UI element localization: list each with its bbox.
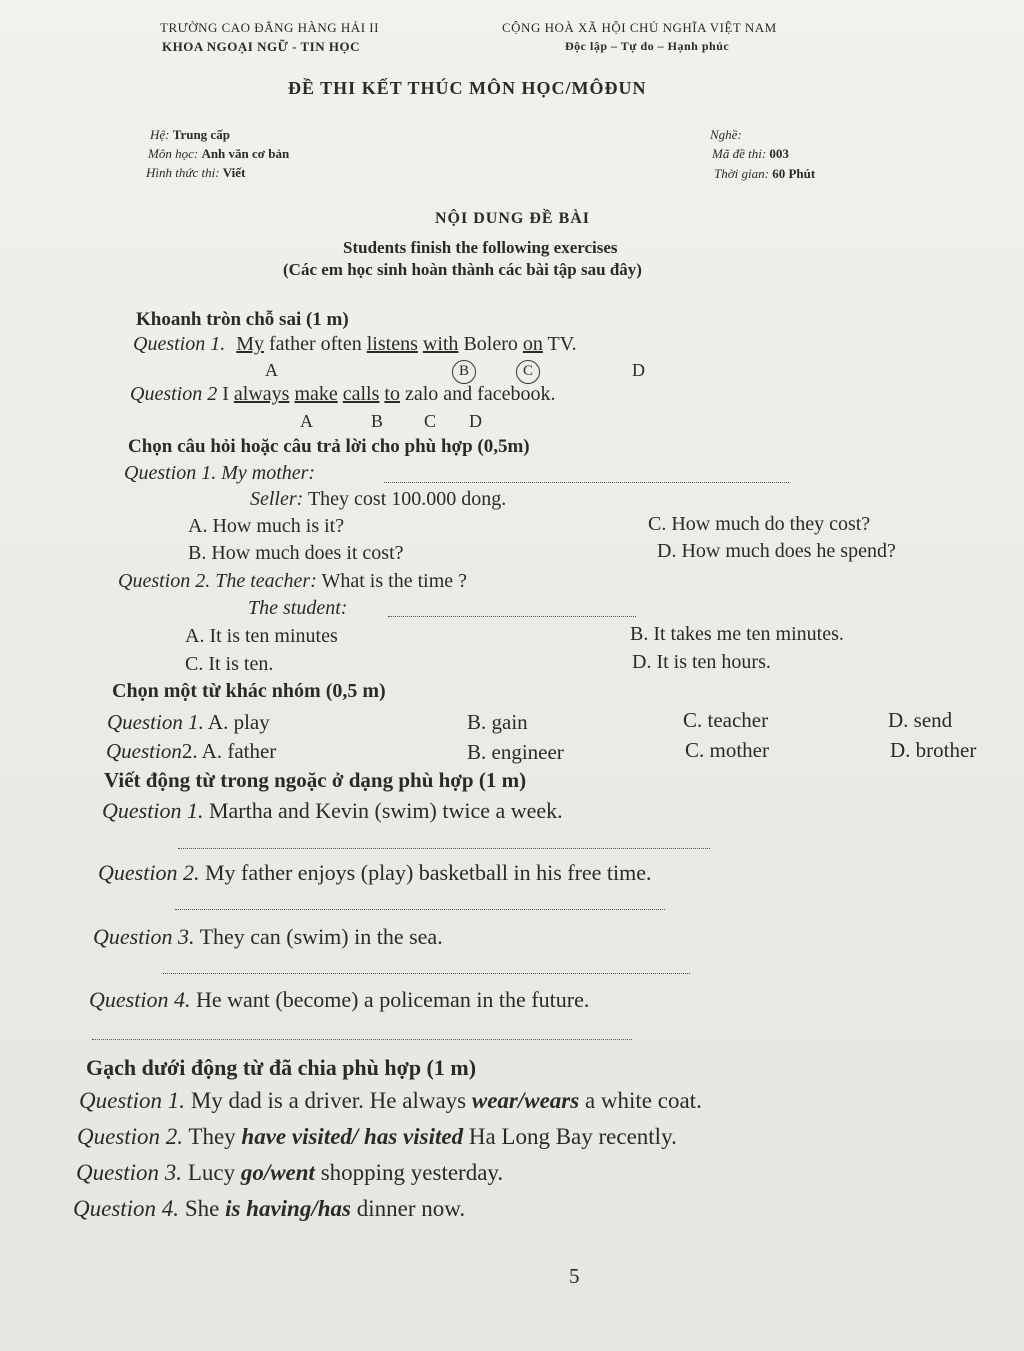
section4-heading: Viết động từ trong ngoặc ở dạng phù hợp (1 m) xyxy=(104,768,527,792)
s5-q3-post: shopping yesterday. xyxy=(314,1160,504,1185)
s2-q1-option-a: A. How much is it? xyxy=(188,515,345,537)
s1-q1 xyxy=(133,333,577,356)
meta-hinh-thuc xyxy=(146,165,245,181)
s5-q4-label: Question 4. xyxy=(73,1196,180,1221)
s4-q3-text: They can (swim) in the sea. xyxy=(199,924,443,949)
s1-q2-part-d: to xyxy=(384,383,400,405)
motto: Độc lập – Tự do – Hạnh phúc xyxy=(565,39,730,53)
s5-q2-post: Ha Long Bay recently. xyxy=(463,1124,677,1149)
meta-ma-de-value: 003 xyxy=(769,146,789,161)
s2-q2-text: What is the time ? xyxy=(321,570,468,592)
s4-q4-label: Question 4. xyxy=(89,987,191,1012)
s5-q4-pre: She xyxy=(184,1196,226,1221)
s5-q3-label: Question 3. xyxy=(76,1160,183,1185)
s2-q1-option-b: B. How much does it cost? xyxy=(188,542,404,564)
s1-q2-text: I xyxy=(222,383,229,405)
s1-q1-letter-b xyxy=(452,360,476,384)
s2-q1-blank xyxy=(384,480,789,483)
s3-q2-num: 2. xyxy=(181,739,198,763)
s5-q2-pre: They xyxy=(188,1124,242,1149)
s3-q1 xyxy=(107,710,270,735)
s5-q1-post: a white coat. xyxy=(579,1088,702,1113)
s4-q2 xyxy=(98,860,652,886)
s5-q1-choice: wear/wears xyxy=(471,1088,580,1113)
s4-q1 xyxy=(102,798,563,824)
instruction-en: Students finish the following exercises xyxy=(343,238,618,257)
s1-q1-part-b: listens xyxy=(366,333,418,355)
s3-q1-option-a: A. play xyxy=(207,710,270,734)
s2-q2 xyxy=(118,570,467,593)
s1-q2-label: Question 2 xyxy=(130,383,218,405)
section5-heading: Gạch dưới động từ đã chia phù hợp (1 m) xyxy=(86,1055,477,1080)
s1-q2-part-c: calls xyxy=(342,383,380,405)
s4-q1-blank xyxy=(178,846,710,849)
s2-q2-blank xyxy=(388,614,636,617)
s3-q2-option-d: D. brother xyxy=(890,738,977,762)
s1-q2-letter-d: D xyxy=(469,411,482,431)
s1-q2-letter-c: C xyxy=(424,411,437,431)
s3-q2-option-c: C. mother xyxy=(685,738,769,762)
s2-q2-label: Question 2. The teacher: xyxy=(118,570,317,592)
section2-heading: Chọn câu hỏi hoặc câu trả lời cho phù hợp (0,5m) xyxy=(128,436,530,457)
s1-q2-letter-a: A xyxy=(300,411,313,431)
s5-q3 xyxy=(76,1160,503,1186)
s4-q3 xyxy=(93,924,443,950)
s1-q1-text2: Bolero xyxy=(463,333,518,355)
s3-q1-option-d: D. send xyxy=(888,708,953,732)
circled-c: C xyxy=(516,360,540,384)
s3-q2 xyxy=(106,739,276,764)
s5-q4 xyxy=(73,1196,465,1222)
meta-mon-label: Môn học: xyxy=(148,146,199,161)
s5-q3-choice: go/went xyxy=(240,1160,315,1185)
meta-thoi-gian-value: 60 Phút xyxy=(772,166,816,181)
s1-q2-end: zalo and facebook. xyxy=(404,383,556,405)
s1-q1-text: father often xyxy=(269,333,362,355)
s4-q2-blank xyxy=(175,907,665,910)
s2-q2-option-b: B. It takes me ten minutes. xyxy=(630,623,844,645)
meta-hinh-thuc-value: Viết xyxy=(222,165,246,180)
meta-he xyxy=(150,127,230,143)
s1-q1-letter-c xyxy=(516,360,540,384)
s5-q2-label: Question 2. xyxy=(77,1124,184,1149)
s4-q1-text: Martha and Kevin (swim) twice a week. xyxy=(208,798,563,823)
s4-q4 xyxy=(89,987,589,1013)
s4-q2-label: Question 2. xyxy=(98,860,200,885)
meta-he-label: Hệ: xyxy=(150,127,170,142)
s2-q1-seller xyxy=(250,488,506,511)
s5-q3-pre: Lucy xyxy=(187,1160,241,1185)
content-title: NỘI DUNG ĐỀ BÀI xyxy=(435,210,591,227)
s5-q4-choice: is having/has xyxy=(225,1196,351,1221)
s1-q1-letter-d: D xyxy=(632,360,645,380)
s4-q3-label: Question 3. xyxy=(93,924,195,949)
s4-q2-text: My father enjoys (play) basketball in his free time. xyxy=(204,860,652,885)
circled-b: B xyxy=(452,360,476,384)
s2-q1-option-c: C. How much do they cost? xyxy=(648,513,871,535)
s3-q2-option-b: B. engineer xyxy=(467,740,564,764)
s1-q1-letter-a: A xyxy=(265,360,278,380)
s1-q1-end: TV. xyxy=(547,333,577,355)
s2-q2-option-c: C. It is ten. xyxy=(185,653,274,675)
meta-nghe-label: Nghề: xyxy=(710,127,742,142)
meta-hinh-thuc-label: Hình thức thi: xyxy=(146,165,220,180)
s5-q2-choice: have visited/ has visited xyxy=(241,1124,464,1149)
meta-ma-de xyxy=(712,146,789,162)
s1-q1-label: Question 1. xyxy=(133,333,226,355)
s4-q1-label: Question 1. xyxy=(102,798,204,823)
s1-q2 xyxy=(130,383,555,406)
meta-he-value: Trung cấp xyxy=(172,127,230,142)
section3-heading: Chọn một từ khác nhóm (0,5 m) xyxy=(112,680,386,702)
school-name: TRƯỜNG CAO ĐẲNG HÀNG HẢI II xyxy=(160,20,379,35)
exam-title: ĐỀ THI KẾT THÚC MÔN HỌC/MÔĐUN xyxy=(288,78,647,98)
page-number: 5 xyxy=(569,1264,580,1288)
s4-q3-blank xyxy=(163,971,690,974)
meta-mon xyxy=(148,146,289,162)
s1-q1-part-d: on xyxy=(522,333,543,355)
section1-heading: Khoanh tròn chỗ sai (1 m) xyxy=(136,309,349,330)
s5-q2 xyxy=(77,1124,677,1150)
instruction-vi: (Các em học sinh hoàn thành các bài tập sau đây) xyxy=(283,260,642,279)
s4-q4-blank xyxy=(92,1037,632,1040)
meta-ma-de-label: Mã đề thi: xyxy=(712,146,767,161)
s2-q1-option-d: D. How much does he spend? xyxy=(657,540,896,562)
s2-q2-student: The student: xyxy=(248,597,348,619)
s4-q4-text: He want (become) a policeman in the future. xyxy=(195,987,590,1012)
s2-q1-label: Question 1. My mother: xyxy=(124,462,316,484)
s2-q2-option-d: D. It is ten hours. xyxy=(632,651,771,673)
s3-q1-option-b: B. gain xyxy=(467,710,528,734)
s3-q1-option-c: C. teacher xyxy=(683,708,769,732)
s2-q1-seller-text: They cost 100.000 dong. xyxy=(307,488,507,510)
s2-q2-option-a: A. It is ten minutes xyxy=(185,625,338,647)
s5-q1-pre: My dad is a driver. He always xyxy=(190,1088,472,1113)
s3-q2-option-a: A. father xyxy=(201,739,277,763)
s5-q1-label: Question 1. xyxy=(79,1088,186,1113)
s5-q4-post: dinner now. xyxy=(350,1196,466,1221)
s1-q2-part-a: always xyxy=(233,383,290,405)
s3-q1-label: Question 1. xyxy=(107,710,204,734)
s2-q1-seller-label: Seller: xyxy=(250,488,304,510)
meta-thoi-gian-label: Thời gian: xyxy=(714,166,769,181)
s5-q1 xyxy=(79,1088,702,1114)
s1-q1-part-c: with xyxy=(422,333,459,355)
s1-q2-part-b: make xyxy=(294,383,338,405)
meta-thoi-gian xyxy=(714,166,815,182)
s3-q2-label: Question xyxy=(106,739,182,763)
s1-q2-letter-b: B xyxy=(371,411,384,431)
country-name: CỘNG HOÀ XÃ HỘI CHỦ NGHĨA VIỆT NAM xyxy=(502,20,777,35)
s1-q1-part-a: My xyxy=(236,333,265,355)
meta-mon-value: Anh văn cơ bản xyxy=(201,146,290,161)
faculty-name: KHOA NGOẠI NGỮ - TIN HỌC xyxy=(162,39,360,54)
